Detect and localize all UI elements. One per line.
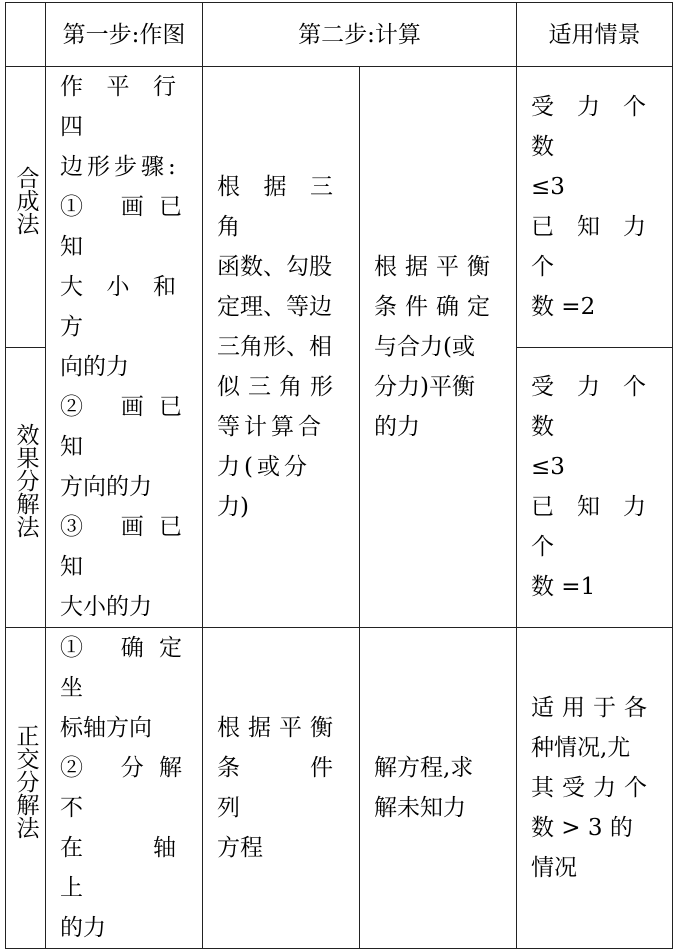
header-row: [6, 3, 673, 67]
row-label-decomposition: 效果分解法: [6, 347, 46, 628]
orthogonal-draw-cell: ① 确定坐 标轴方向 ② 分解不 在 轴 上 的力: [46, 628, 203, 949]
scene-synthesis-cell: 受力个数 ≤3 已知力个 数 =2: [517, 67, 673, 348]
orthogonal-calc2-cell: 解方程,求 解未知力: [360, 628, 517, 949]
row-label-synthesis: 合成法: [6, 67, 46, 348]
orthogonal-calc1-cell: 根据平衡 条 件 列 方程: [203, 628, 360, 949]
shared-draw-cell: 作平行四 边形步骤: ① 画已知 大小和方 向的力 ② 画已知 方向的力 ③ 画已知 大小的力: [46, 67, 203, 628]
header-step1: 第一步:作图: [46, 3, 203, 67]
header-corner: [6, 3, 46, 67]
shared-calc1-cell: 根据三角 函数、勾股 定理、等边 三角形、相 似三角形 等计算合 力(或分 力): [203, 67, 360, 628]
scene-decomposition-cell: 受力个数 ≤3 已知力个 数 =1: [517, 347, 673, 628]
header-scene: 适用情景: [517, 3, 673, 67]
header-step2: 第二步:计算: [203, 3, 517, 67]
shared-calc2-cell: 根据平衡 条件确定 与合力(或 分力)平衡 的力: [360, 67, 517, 628]
row-label-orthogonal: 正交分解法: [6, 628, 46, 949]
method-table: [5, 2, 673, 949]
row-orthogonal: [6, 628, 673, 949]
row-synthesis: [6, 67, 673, 348]
scene-orthogonal-cell: 适用于各 种情况,尤 其受力个 数 > 3 的 情况: [517, 628, 673, 949]
